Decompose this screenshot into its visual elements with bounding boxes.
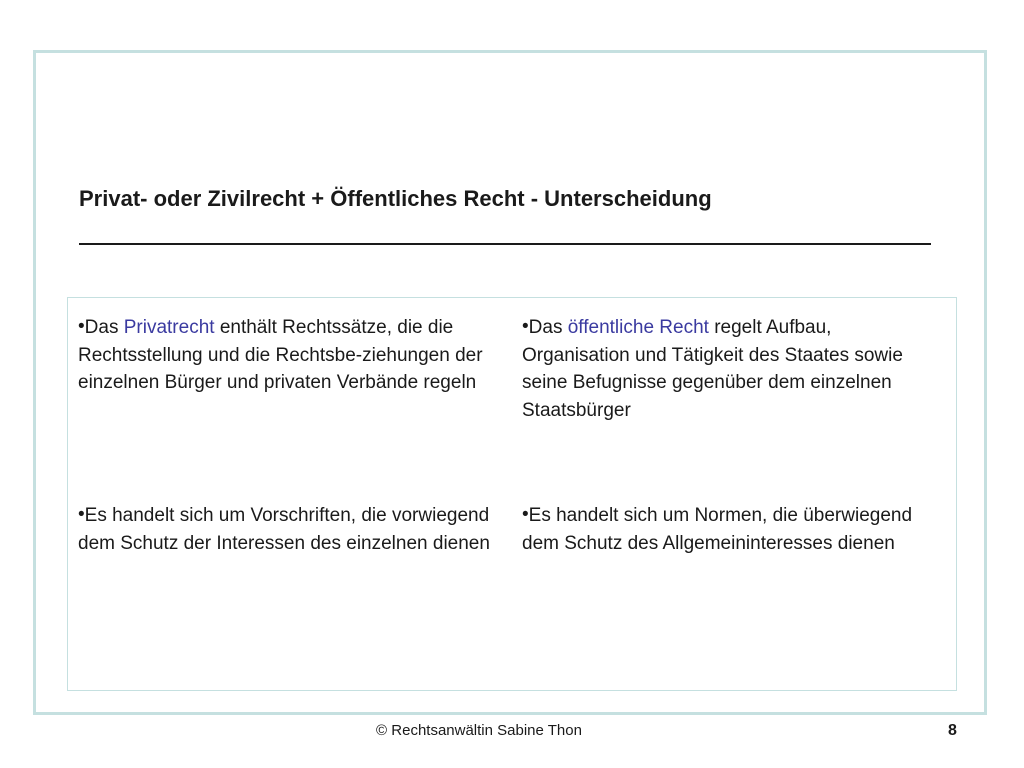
- bullet-dot-icon: •: [78, 504, 85, 525]
- bullet-prefix: Das: [528, 317, 568, 338]
- content-box: [67, 297, 957, 691]
- bullet-oeffentliches-recht: [522, 314, 942, 424]
- title-underline: [79, 243, 931, 245]
- footer: [0, 722, 1024, 742]
- bullet-dot-icon: •: [522, 504, 529, 525]
- bullet-suffix: enthält Rechtssätze, die die Rechtsstellung und die Rechtsbe-ziehungen der einzelnen Bürger und privaten Verbände regeln: [78, 317, 483, 393]
- bullet-dot-icon: •: [522, 316, 529, 337]
- bullet-vorschriften: [78, 502, 498, 557]
- bullet-suffix: regelt Aufbau, Organisation und Tätigkeit des Staates sowie seine Befugnisse gegenüber dem einzelnen Staatsbürger: [522, 317, 903, 421]
- bullet-dot-icon: •: [78, 316, 85, 337]
- footer-copyright: © Rechtsanwältin Sabine Thon: [376, 722, 582, 739]
- bullet-text: Es handelt sich um Normen, die überwiegend dem Schutz des Allgemeininteresses dienen: [522, 505, 913, 554]
- highlight-oeffentliches-recht: öffentliche Recht: [567, 317, 709, 338]
- bullet-privatrecht: [78, 314, 498, 397]
- bullet-prefix: Das: [84, 317, 124, 338]
- page-number: 8: [948, 722, 957, 739]
- bullet-text: Es handelt sich um Vorschriften, die vorwiegend dem Schutz der Interessen des einzelnen dienen: [78, 505, 490, 554]
- slide-title: Privat- oder Zivilrecht + Öffentliches Recht - Unterscheidung: [79, 186, 712, 211]
- bullet-normen: [522, 502, 942, 557]
- highlight-privatrecht: Privatrecht: [123, 317, 215, 338]
